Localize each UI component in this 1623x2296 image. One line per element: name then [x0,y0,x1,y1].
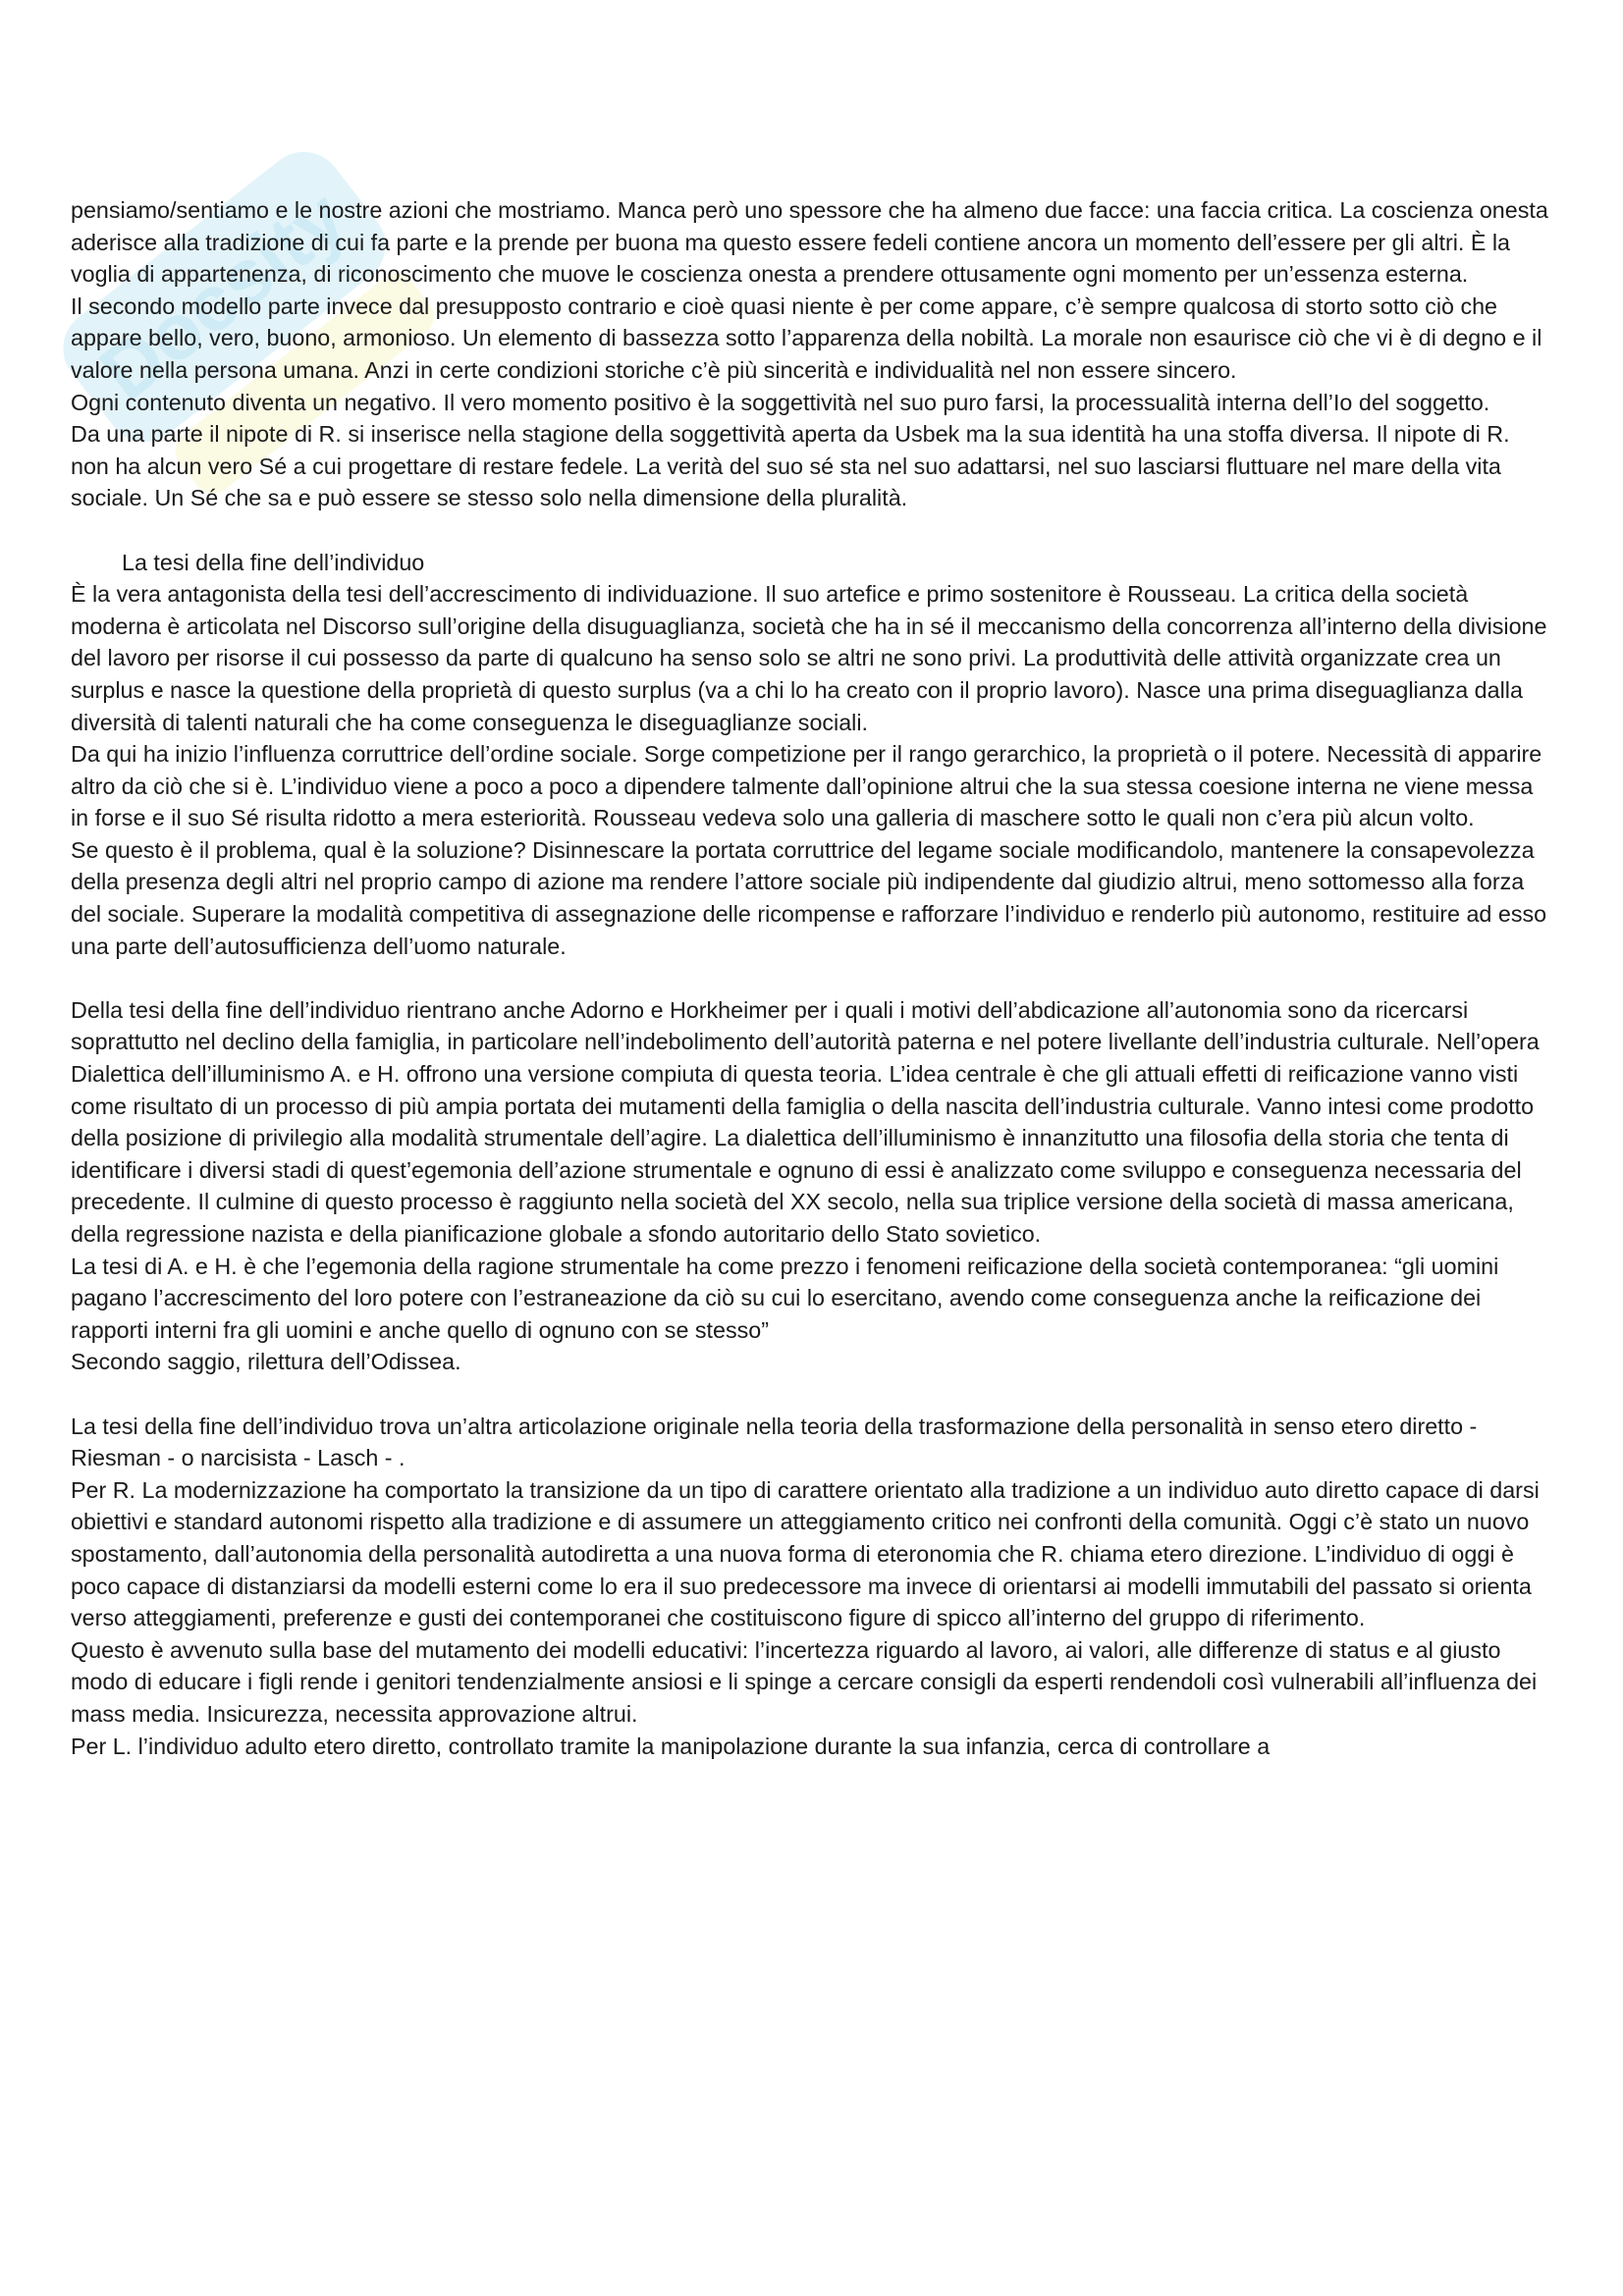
paragraph: Secondo saggio, rilettura dell’Odissea. [71,1349,461,1375]
paragraph: Da qui ha inizio l’influenza corruttrice dell’ordine sociale. Sorge competizione per il rango gerarchico, la proprietà o il potere. Necessità di apparire altro da ciò che si è. L’individuo viene a poco a poco a dipendere talmente dall’opinione altrui che la sua stessa coesione interna ne viene messa in forse e il suo Sé risulta ridotto a mera esteriorità. Rousseau vedeva solo una galleria di maschere sotto le quali non c’era più alcun volto. [71,741,1542,831]
paragraph: pensiamo/sentiamo e le nostre azioni che mostriamo. Manca però uno spessore che ha almeno due facce: una faccia critica. La coscienza onesta aderisce alla tradizione di cui fa parte e la prende per buona ma questo essere fedeli contiene ancora un momento dell’essere per gli altri. È la voglia di appartenenza, di riconoscimento che muove le coscienza onesta a prendere ottusamente ogni momento per un’essenza esterna. [71,197,1548,288]
paragraph: È la vera antagonista della tesi dell’accrescimento di individuazione. Il suo artefice e primo sostenitore è Rousseau. La critica della società moderna è articolata nel Discorso sull’origine della disuguaglianza, società che ha in sé il meccanismo della concorrenza all’interno della divisione del lavoro per risorse il cui possesso da parte di qualcuno ha senso solo se altri ne sono privi. La produttività delle attività organizzate crea un surplus e nasce la questione della proprietà di questo surplus (va a chi lo ha creato con il proprio lavoro). Nasce una prima diseguaglianza dalla diversità di talenti naturali che ha come conseguenza le diseguaglianze sociali. [71,581,1547,735]
spacer [71,1378,1553,1411]
paragraph: Ogni contenuto diventa un negativo. Il vero momento positivo è la soggettività nel suo puro farsi, la processualità interna dell’Io del soggetto. [71,389,1490,415]
watermark-text: Docsity [83,173,362,417]
paragraph: Questo è avvenuto sulla base del mutamento dei modelli educativi: l’incertezza riguardo al lavoro, ai valori, alle differenze di status e al giusto modo di educare i figli rende i genitori tendenzialmente ansiosi e li spinge a cercare consigli da esperti rendendoli così vulnerabili all’influenza dei mass media. Insicurezza, necessita approvazione altrui. [71,1636,1538,1727]
paragraph: Se questo è il problema, qual è la soluzione? Disinnescare la portata corruttrice del legame sociale modificandolo, mantenere la consapevolezza della presenza degli altri nel proprio campo di azione ma rendere l’attore sociale più indipendente dal giudizio altrui, meno sottomesso alla forza del sociale. Superare la modalità competitiva di assegnazione delle ricompense e rafforzare l’individuo e renderlo più autonomo, restituire ad esso una parte dell’autosufficienza dell’uomo naturale. [71,836,1547,959]
document-body [71,194,1553,1762]
paragraph: La tesi della fine dell’individuo trova un’altra articolazione originale nella teoria della trasformazione della personalità in senso etero diretto - Riesman - o narcisista - Lasch - . [71,1413,1478,1471]
paragraph: La tesi di A. e H. è che l’egemonia della ragione strumentale ha come prezzo i fenomeni reificazione della società contemporanea: “gli uomini pagano l’accrescimento del loro potere con l’estraneazione da ciò su cui lo esercitano, avendo come conseguenza anche la reificazione dei rapporti interni fra gli uomini e anche quello di ognuno con se stesso” [71,1253,1499,1343]
paragraph: Per R. La modernizzazione ha comportato la transizione da un tipo di carattere orientato alla tradizione a un individuo auto diretto capace di darsi obiettivi e standard autonomi rispetto alla tradizione e di assumere un atteggiamento critico nei confronti della comunità. Oggi c’è stato un nuovo spostamento, dall’autonomia della personalità autodiretta a una nuova forma di eteronomia che R. chiama etero direzione. L’individuo di oggi è poco capace di distanziarsi da modelli esterni come lo era il suo predecessore ma invece di orientarsi ai modelli immutabili del passato si orienta verso atteggiamenti, preferenze e gusti dei contemporanei che costituiscono figure di spicco all’interno del gruppo di riferimento. [71,1476,1540,1631]
spacer [71,962,1553,994]
section-heading: La tesi della fine dell’individuo [122,549,425,575]
paragraph: Per L. l’individuo adulto etero diretto, controllato tramite la manipolazione durante la sua infanzia, cerca di controllare a [71,1733,1271,1759]
paragraph: Da una parte il nipote di R. si inserisce nella stagione della soggettività aperta da Usbek ma la sua identità ha una stoffa diversa. Il nipote di R. non ha alcun vero Sé a cui progettare di restare fedele. La verità del suo sé sta nel suo adattarsi, nel suo lasciarsi fluttuare nel mare della vita sociale. Un Sé che sa e può essere se stesso solo nella dimensione della pluralità. [71,421,1510,511]
spacer [71,514,1553,547]
paragraph: Il secondo modello parte invece dal presupposto contrario e cioè quasi niente è per come appare, c’è sempre qualcosa di storto sotto ciò che appare bello, vero, buono, armonioso. Un elemento di bassezza sotto l’apparenza della nobiltà. La morale non esaurisce ciò che vi è di degno e il valore nella persona umana. Anzi in certe condizioni storiche c’è più sincerità e individualità nel non essere sincero. [71,293,1542,383]
paragraph: Della tesi della fine dell’individuo rientrano anche Adorno e Horkheimer per i quali i motivi dell’abdicazione all’autonomia sono da ricercarsi soprattutto nel declino della famiglia, in particolare nell’indebolimento dell’autorità paterna e nel potere livellante dell’industria culturale. Nell’opera Dialettica dell’illuminismo A. e H. offrono una versione compiuta di questa teoria. L’idea centrale è che gli attuali effetti di reificazione vanno visti come risultato di un processo di più ampia portata dei mutamenti della famiglia o della nascita dell’industria culturale. Vanno intesi come prodotto della posizione di privilegio alla modalità strumentale dell’agire. La dialettica dell’illuminismo è innanzitutto una filosofia della storia che tenta di identificare i diversi stadi di quest’egemonia dell’azione strumentale e ognuno di essi è analizzato come sviluppo e conseguenza necessaria del precedente. Il culmine di questo processo è raggiunto nella società del XX secolo, nella sua triplice versione della società di massa americana, della regressione nazista e della pianificazione globale a sfondo autoritario dello Stato sovietico. [71,996,1540,1247]
